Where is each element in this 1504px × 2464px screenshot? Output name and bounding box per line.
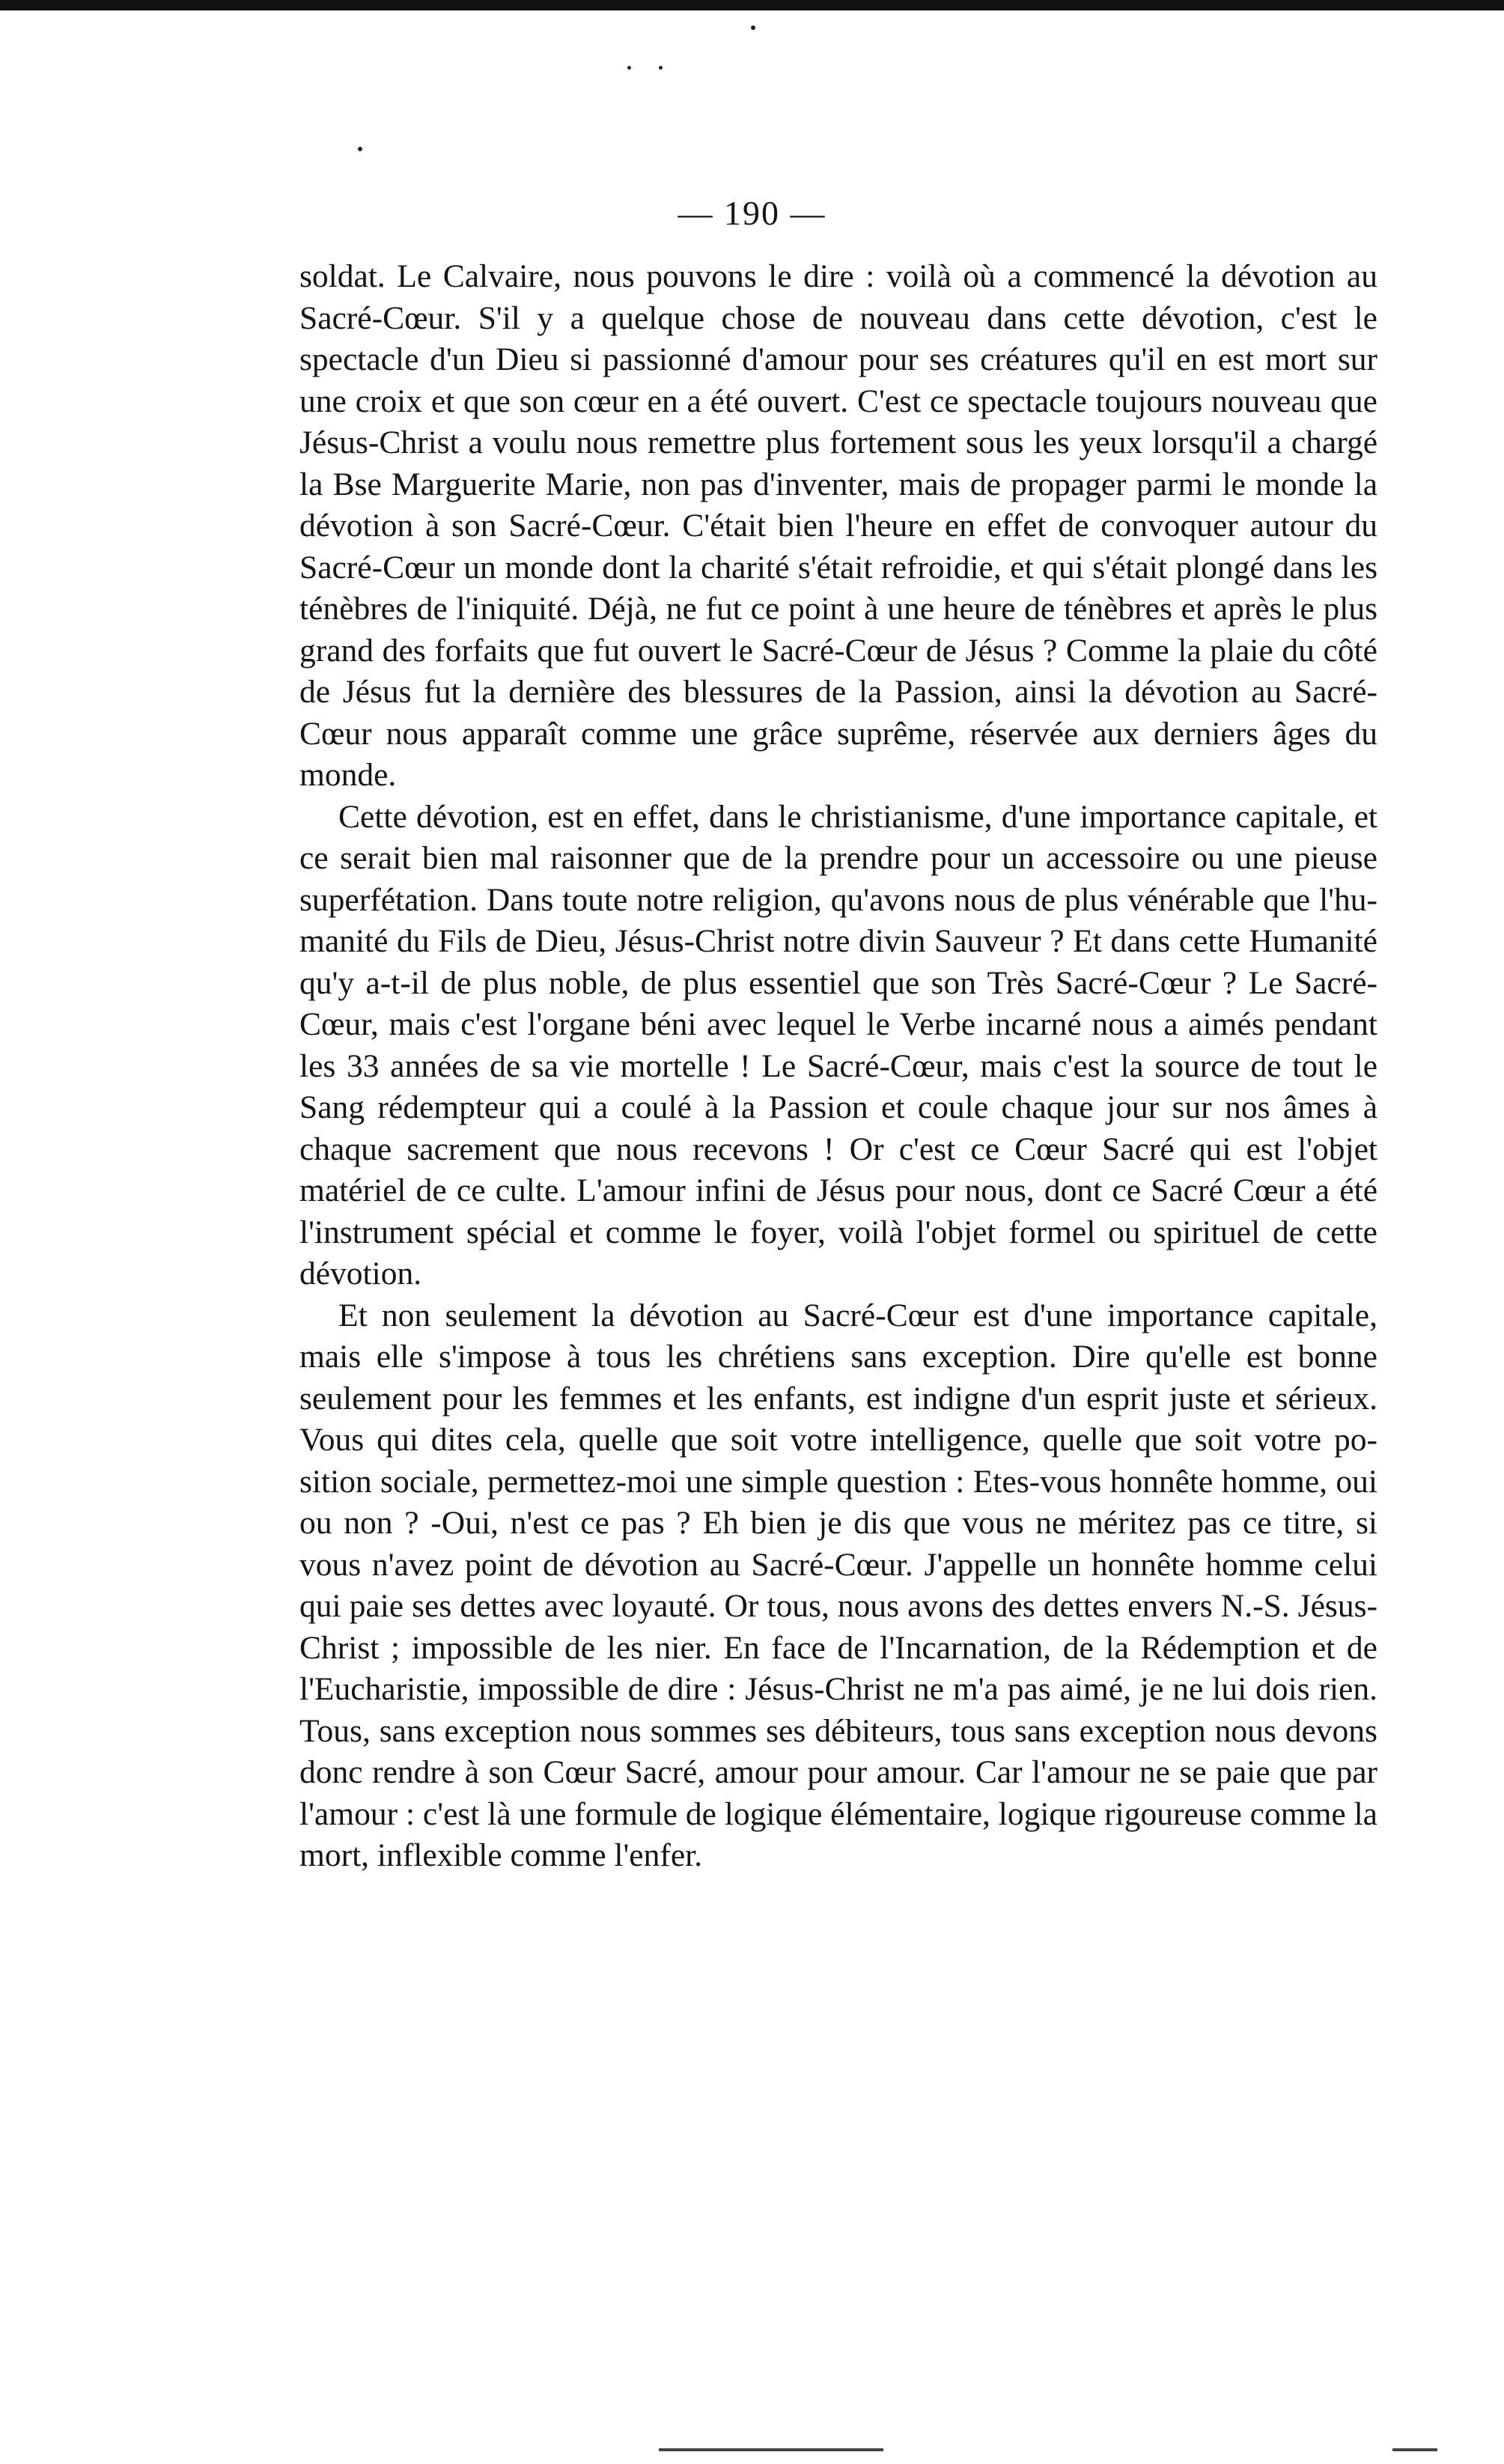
paragraph-1: soldat. Le Calvaire, nous pouvons le dire : voilà où a commencé la dévotion au Sacré-Cœur. S'il y a quelque chose de nouveau dans cette dévotion, c'est le spectacle d'un Dieu si passionné d'amour pour ses créatures qu'il en est mort sur une croix et que son cœur en a été ouvert. C'est ce spectacle toujours nouveau que Jésus-Christ a voulu nous remettre plus fortement sous les yeux lorsqu'il a chargé la Bse Marguerite Marie, non pas d'inventer, mais de propager parmi le monde la dévotion à son Sacré-Cœur. C'était bien l'heure en effet de convoquer autour du Sacré-Cœur un monde dont la charité s'était refroidie, et qui s'était plongé dans les ténèbres de l'iniquité. Déjà, ne fut ce point à une heure de ténèbres et après le plus grand des forfaits que fut ouvert le Sacré-Cœur de Jésus ? Comme la plaie du côté de Jésus fut la dernière des blessures de la Passion, ainsi la dévotion au Sacré-Cœur nous apparaît comme une grâce suprême, réservée aux derniers âges du monde. <box>299 258 1377 793</box>
top-border-rule <box>0 0 1504 10</box>
bottom-scan-rule-right <box>1392 2448 1437 2451</box>
scan-speck <box>659 66 663 70</box>
body-text <box>299 256 1377 1877</box>
page-number: — 190 — <box>678 194 826 232</box>
bottom-scan-rule <box>659 2448 883 2451</box>
scan-speck <box>627 66 631 70</box>
paragraph-3: Et non seulement la dévotion au Sacré-Cœur est d'une importance capitale, mais elle s'impose à tous les chrétiens sans exception. Dire qu'elle est bonne seulement pour les femmes et les enfants, est indigne d'un esprit juste et sérieux. Vous qui dites cela, quelle que soit votre intelligence, quelle que soit votre position sociale, permettez-moi une simple question : Etes-vous honnête homme, oui ou non ? -Oui, n'est ce pas ? Eh bien je dis que vous ne méritez pas ce titre, si vous n'avez point de dévotion au Sacré-Cœur. J'appelle un honnête homme celui qui paie ses dettes avec loyauté. Or tous, nous avons des dettes envers N.-S. Jésus-Christ ; impossible de les nier. En face de l'Incarnation, de la Rédemption et de l'Eucharistie, impossible de dire : Jésus-Christ ne m'a pas aimé, je ne lui dois rien. Tous, sans exception nous sommes ses débiteurs, tous sans exception nous devons donc rendre à son Cœur Sacré, amour pour amour. Car l'amour ne se paie que par l'amour : c'est là une formule de logique élémentaire, logique rigoureuse comme la mort, inflexible comme l'enfer. <box>299 1297 1377 1873</box>
scan-speck <box>358 147 362 151</box>
paragraph-2: Cette dévotion, est en effet, dans le christianisme, d'une importance capitale, et ce serait bien mal raisonner que de la prendre pour un accessoire ou une pieuse superfétation. Dans toute notre religion, qu'avons nous de plus vénérable que l'humanité du Fils de Dieu, Jésus-Christ notre divin Sauveur ? Et dans cette Humanité qu'y a-t-il de plus noble, de plus essentiel que son Très Sacré-Cœur ? Le Sacré-Cœur, mais c'est l'organe béni avec lequel le Verbe incarné nous a aimés pendant les 33 années de sa vie mortelle ! Le Sacré-Cœur, mais c'est la source de tout le Sang rédempteur qui a coulé à la Passion et coule chaque jour sur nos âmes à chaque sacrement que nous recevons ! Or c'est ce Cœur Sacré qui est l'objet matériel de ce culte. L'amour infini de Jésus pour nous, dont ce Sacré Cœur a été l'instrument spécial et comme le foyer, voilà l'objet formel ou spirituel de cette dévotion. <box>299 798 1377 1292</box>
scan-speck <box>751 25 755 30</box>
